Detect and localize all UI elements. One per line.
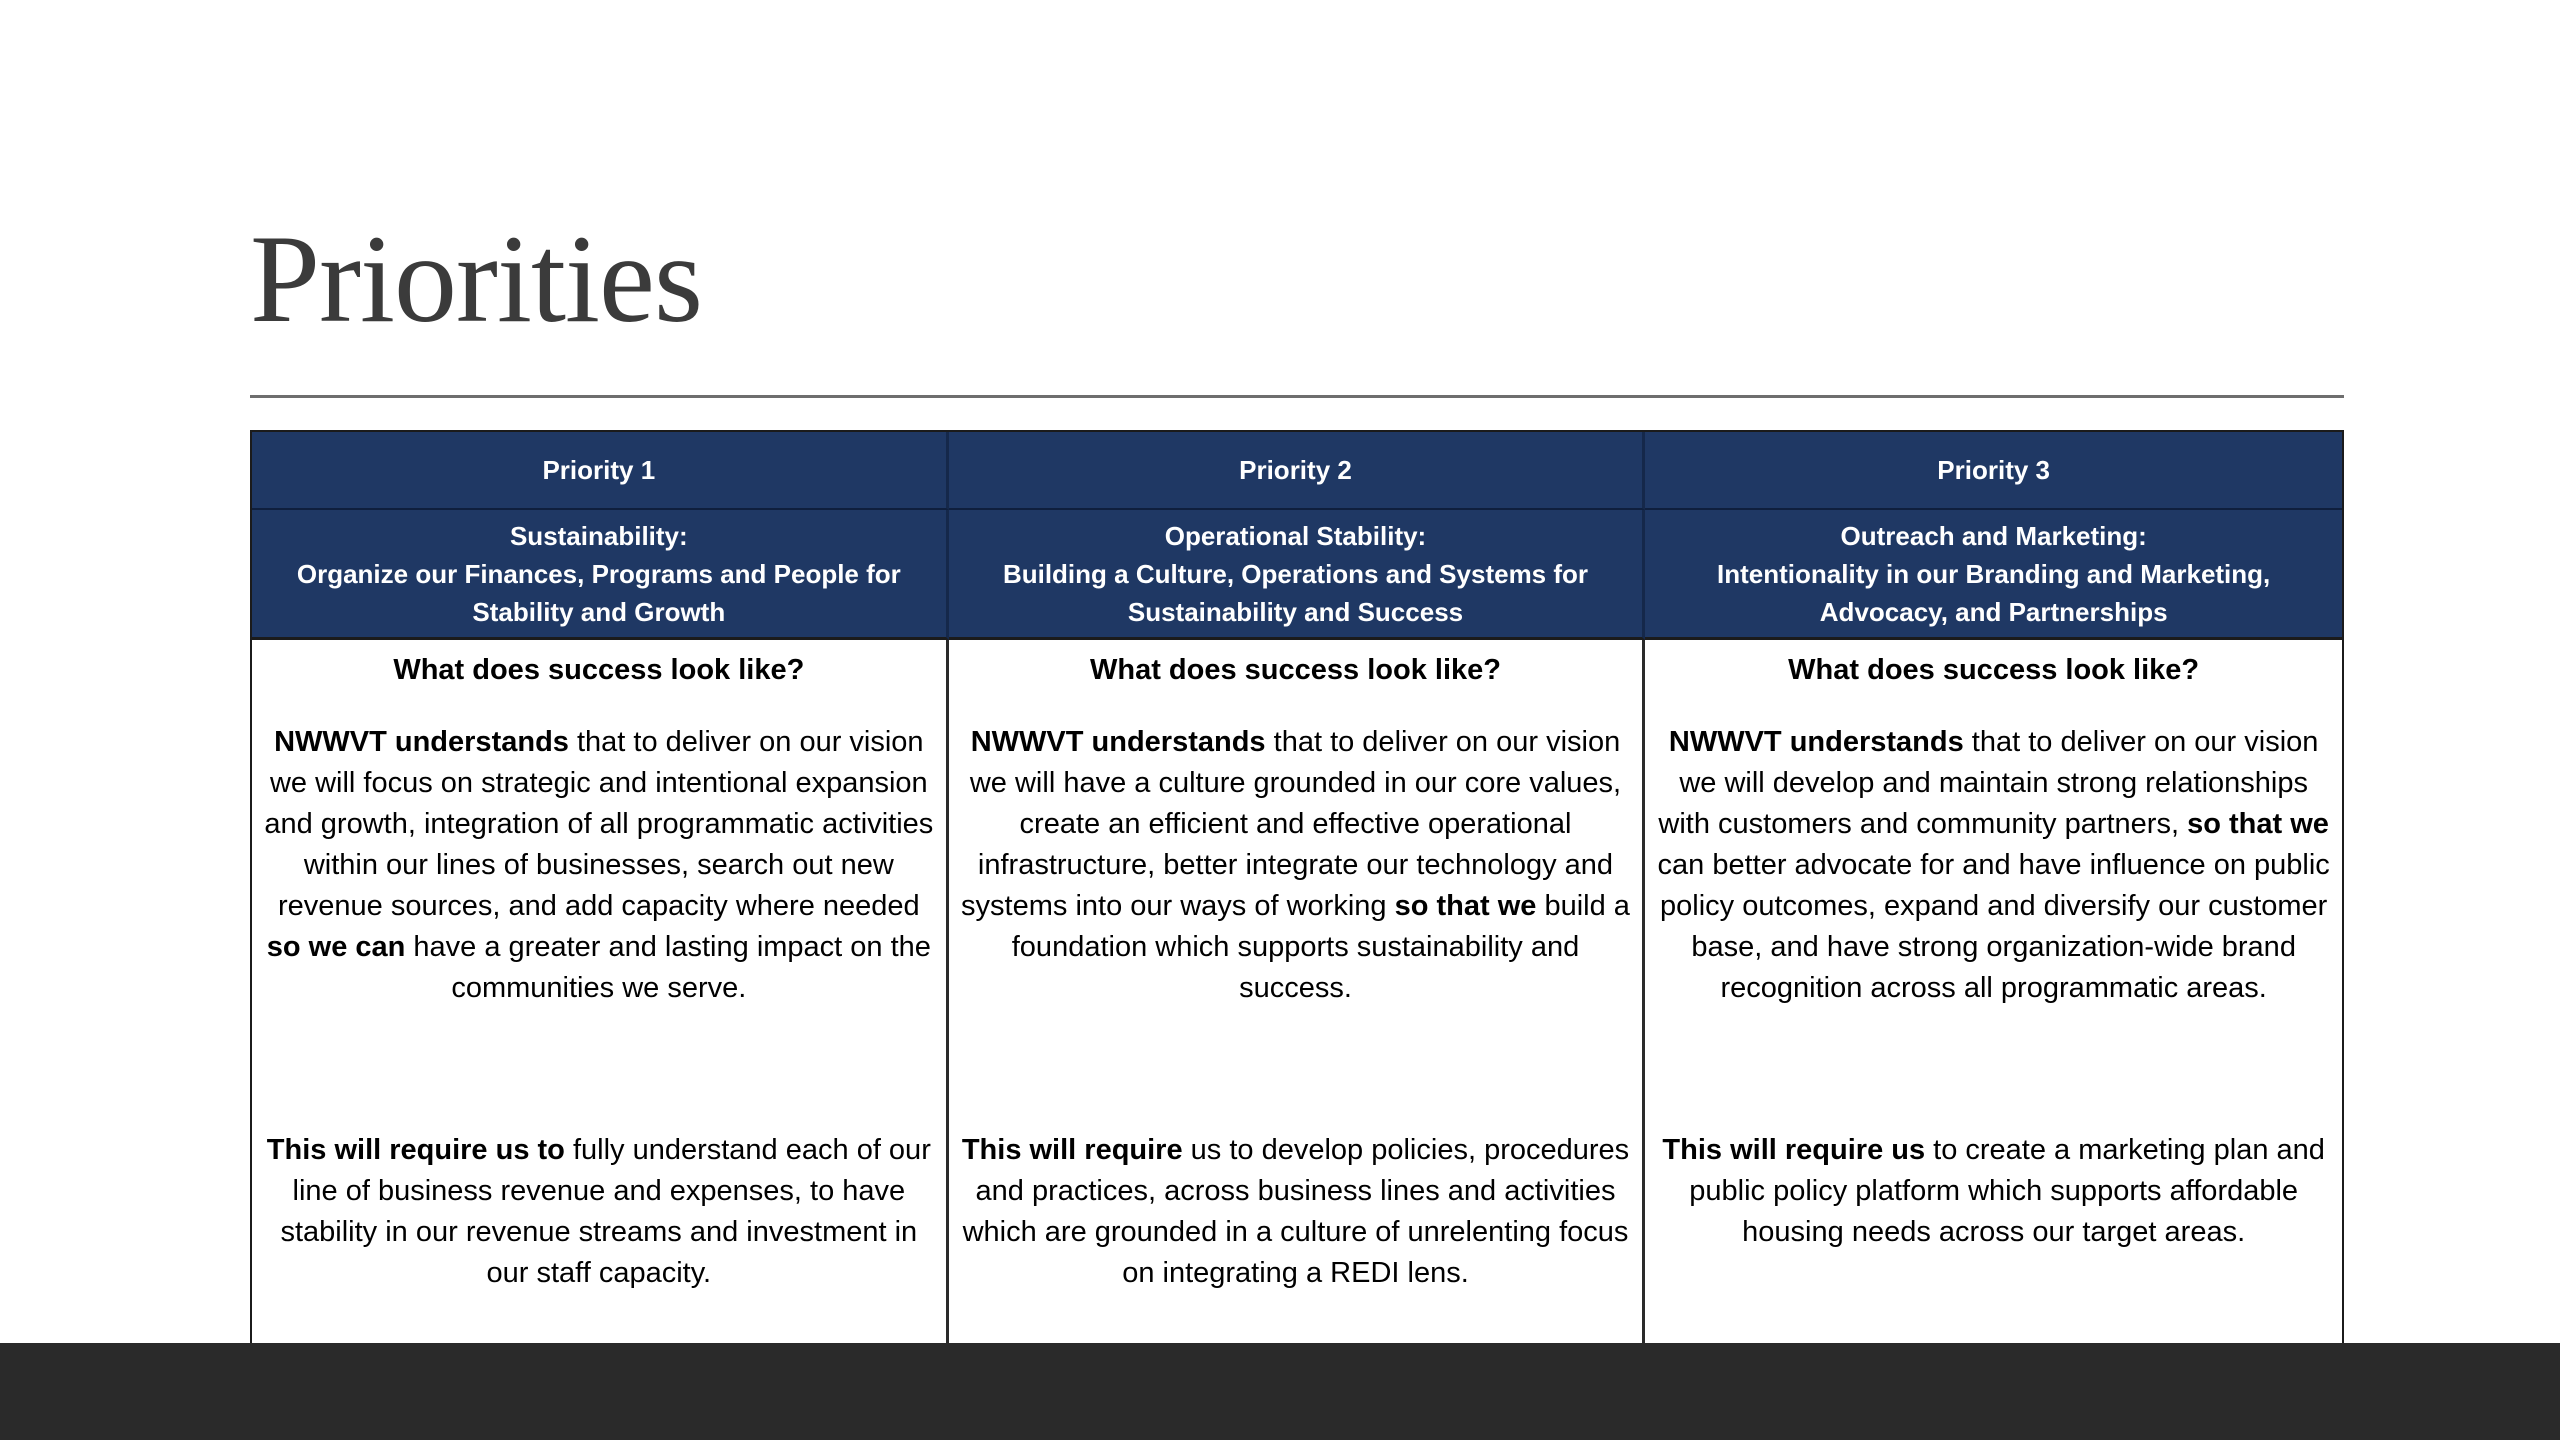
priority-1-body — [252, 640, 949, 1357]
priority-1-header: Priority 1 — [252, 432, 949, 510]
priority-3-subtitle-lead: Outreach and Marketing: — [1840, 520, 2147, 551]
priority-2-subtitle-text: Building a Culture, Operations and Systems for Sustainability and Success — [1002, 558, 1589, 627]
footer-bar — [0, 1343, 2560, 1440]
priority-2-body — [949, 640, 1646, 1357]
requirement-paragraph: This will require us to fully understand each of our line of business revenue and expenses, to have stability in our revenue streams and investment in our staff capacity. — [266, 1134, 931, 1289]
priorities-table — [250, 430, 2344, 1359]
requirement-paragraph: This will require us to develop policies, procedures and practices, across business lines and activities which are grounded in a culture of unrelenting focus on integrating a REDI lens. — [961, 1134, 1630, 1289]
success-paragraph: NWWVT understands that to deliver on our vision we will develop and maintain strong relationships with customers and community partners, so that we can better advocate for and have influence on public policy outcomes, expand and diversify our customer base, and have strong organization-wide brand recognition across all programmatic areas. — [1657, 726, 2330, 1004]
success-paragraph: NWWVT understands that to deliver on our vision we will focus on strategic and intentional expansion and growth, integration of all programmatic activities within our lines of businesses, search out new revenue sources, and add capacity where needed so we can have a greater and lasting impact on the communities we serve. — [264, 726, 934, 1004]
priority-2-subtitle-lead: Operational Stability: — [1164, 520, 1427, 551]
priority-3-subtitle-text: Intentionality in our Branding and Marketing, Advocacy, and Partnerships — [1717, 558, 2271, 627]
title-divider — [250, 395, 2344, 398]
success-question: What does success look like? — [1090, 654, 1501, 686]
success-question: What does success look like? — [1788, 654, 2200, 686]
requirement-paragraph: This will require us to create a marketing plan and public policy platform which supports affordable housing needs across our target areas. — [1662, 1134, 2325, 1248]
priority-1-subtitle-lead: Sustainability: — [509, 520, 688, 551]
priority-3-header: Priority 3 — [1645, 432, 2342, 510]
success-question: What does success look like? — [393, 654, 805, 686]
priority-2-header: Priority 2 — [949, 432, 1646, 510]
page-title: Priorities — [250, 210, 702, 349]
priority-1-subtitle-text: Organize our Finances, Programs and People for Stability and Growth — [296, 558, 901, 627]
priority-1-subtitle — [252, 510, 949, 640]
success-paragraph: NWWVT understands that to deliver on our vision we will have a culture grounded in our core values, create an efficient and effective operational infrastructure, better integrate our technology and systems into our ways of working so that we build a foundation which supports sustainability and success. — [961, 726, 1630, 1004]
priority-3-body — [1645, 640, 2342, 1357]
priority-2-subtitle — [949, 510, 1646, 640]
priority-3-subtitle — [1645, 510, 2342, 640]
